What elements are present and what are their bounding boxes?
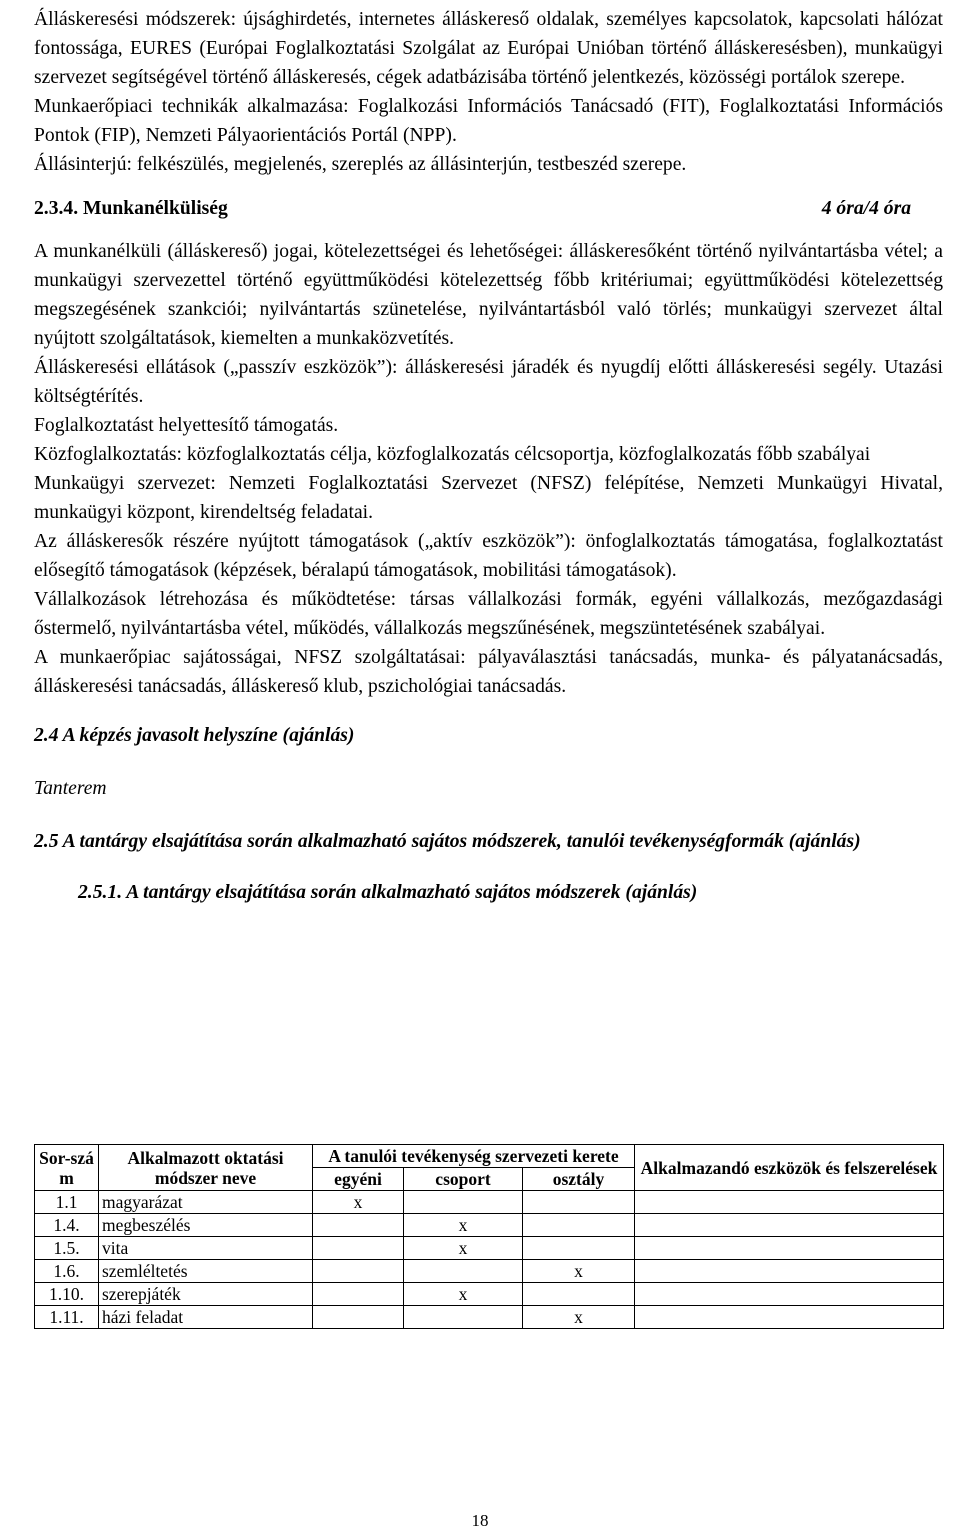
- header-osztaly: osztály: [523, 1168, 635, 1191]
- row-egyeni-mark: [313, 1260, 404, 1283]
- table-row: [35, 1214, 944, 1237]
- table-header-row: [35, 1145, 944, 1168]
- row-osztaly-mark: [523, 1214, 635, 1237]
- table-row: [35, 1191, 944, 1214]
- row-osztaly-mark: [523, 1191, 635, 1214]
- training-venue: Tanterem: [34, 778, 107, 799]
- row-method-name: házi feladat: [99, 1306, 313, 1329]
- row-number: 1.10.: [35, 1283, 99, 1306]
- row-tools: [635, 1237, 944, 1260]
- row-csoport-mark: [404, 1306, 523, 1329]
- table-row: [35, 1283, 944, 1306]
- section-heading-25: 2.5 A tantárgy elsajátítása során alkalmazható sajátos módszerek, tanulói tevékenységformák (ajánlás): [34, 831, 861, 852]
- section-title: 2.3.4. Munkanélküliség: [34, 198, 228, 219]
- row-method-name: magyarázat: [99, 1191, 313, 1214]
- section-heading-234: [34, 194, 943, 223]
- row-csoport-mark: x: [404, 1214, 523, 1237]
- row-tools: [635, 1191, 944, 1214]
- paragraph-nfsz-services: A munkaerőpiac sajátosságai, NFSZ szolgáltatásai: pályaválasztási tanácsadás, munka- és pályatanácsadás, álláskeresési tanácsadás, álláskereső klub, pszichológiai tanácsadás.: [34, 647, 943, 697]
- header-group-frame: A tanulói tevékenység szervezeti kerete: [313, 1145, 635, 1168]
- row-number: 1.1: [35, 1191, 99, 1214]
- paragraph-job-interview: Állásinterjú: felkészülés, megjelenés, szereplés az állásinterjún, testbeszéd szerepe.: [34, 154, 687, 175]
- row-number: 1.4.: [35, 1214, 99, 1237]
- row-tools: [635, 1306, 944, 1329]
- paragraph-public-employment: Közfoglalkoztatás: közfoglalkoztatás célja, közfoglalkozatás célcsoportja, közfoglalkozatás főbb szabályai: [34, 444, 871, 465]
- row-osztaly-mark: x: [523, 1306, 635, 1329]
- row-osztaly-mark: [523, 1237, 635, 1260]
- header-sorszam: Sor-szám: [35, 1145, 99, 1191]
- table-row: [35, 1237, 944, 1260]
- table-row: [35, 1306, 944, 1329]
- header-tools: Alkalmazandó eszközök és felszerelések: [635, 1145, 944, 1191]
- row-osztaly-mark: [523, 1283, 635, 1306]
- row-csoport-mark: [404, 1260, 523, 1283]
- row-csoport-mark: x: [404, 1283, 523, 1306]
- paragraph-replacement-support: Foglalkoztatást helyettesítő támogatás.: [34, 415, 339, 436]
- paragraph-labour-market-techniques: Munkaerőpiaci technikák alkalmazása: Foglalkozási Információs Tanácsadó (FIT), Foglalkoztatási Információs Pontok (FIP), Nemzeti Pályaorientációs Portál (NPP).: [34, 96, 943, 146]
- paragraph-unemployed-rights: A munkanélküli (álláskereső) jogai, kötelezettségei és lehetőségei: álláskeresőként történő nyilvántartásba vétel; a munkaügyi szervezettel történő együttműködési kötelezettség főbb kritériumai; együttműködési kötelezettség megszegésének szankciói; nyilvántartás szünetelése, nyilvántartásból való törlés; munkaügyi szervezet által nyújtott szolgáltatások, kiemelten a munkaközvetítés.: [34, 241, 943, 349]
- row-number: 1.6.: [35, 1260, 99, 1283]
- paragraph-passive-tools: Álláskeresési ellátások („passzív eszközök”): álláskeresési járadék és nyugdíj előtti álláskeresési segély. Utazási költségtérítés.: [34, 357, 943, 407]
- header-egyeni: egyéni: [313, 1168, 404, 1191]
- row-egyeni-mark: [313, 1306, 404, 1329]
- row-osztaly-mark: x: [523, 1260, 635, 1283]
- paragraph-active-tools: Az álláskeresők részére nyújtott támogatások („aktív eszközök”): önfoglalkoztatás támogatása, foglalkoztatást elősegítő támogatások (képzések, béralapú támogatások, mobilitási támogatások).: [34, 531, 943, 581]
- row-number: 1.5.: [35, 1237, 99, 1260]
- row-tools: [635, 1260, 944, 1283]
- row-method-name: szerepjáték: [99, 1283, 313, 1306]
- row-egyeni-mark: x: [313, 1191, 404, 1214]
- row-number: 1.11.: [35, 1306, 99, 1329]
- header-method-name: Alkalmazott oktatási módszer neve: [99, 1145, 313, 1191]
- section-hours: 4 óra/4 óra: [821, 198, 911, 219]
- row-tools: [635, 1283, 944, 1306]
- header-csoport: csoport: [404, 1168, 523, 1191]
- row-egyeni-mark: [313, 1214, 404, 1237]
- row-csoport-mark: x: [404, 1237, 523, 1260]
- row-tools: [635, 1214, 944, 1237]
- page-number: 18: [471, 1511, 489, 1530]
- document-page: [34, 5, 943, 907]
- row-method-name: szemléltetés: [99, 1260, 313, 1283]
- row-egyeni-mark: [313, 1283, 404, 1306]
- paragraph-job-search-methods: Álláskeresési módszerek: újsághirdetés, internetes álláskereső oldalak, személyes kapcsolatok, kapcsolati hálózat fontossága, EURES (Európai Foglalkoztatási Szolgálat az Európai Unióban történő álláskeresésben), munkaügyi szervezet segítségével történő álláskeresés, cégek adatbázisába történő jelentkezés, közösségi portálok szerepe.: [34, 9, 943, 88]
- row-csoport-mark: [404, 1191, 523, 1214]
- paragraph-labour-organisation: Munkaügyi szervezet: Nemzeti Foglalkoztatási Szervezet (NFSZ) felépítése, Nemzeti Munkaügyi Hivatal, munkaügyi központ, kirendeltség feladatai.: [34, 473, 943, 523]
- section-heading-24: 2.4 A képzés javasolt helyszíne (ajánlás): [34, 725, 355, 746]
- row-method-name: megbeszélés: [99, 1214, 313, 1237]
- row-egyeni-mark: [313, 1237, 404, 1260]
- row-method-name: vita: [99, 1237, 313, 1260]
- methods-table: [34, 1144, 944, 1329]
- section-heading-251: 2.5.1. A tantárgy elsajátítása során alkalmazható sajátos módszerek (ajánlás): [78, 882, 698, 903]
- table-row: [35, 1260, 944, 1283]
- paragraph-enterprises: Vállalkozások létrehozása és működtetése: társas vállalkozási formák, egyéni vállalkozás, mezőgazdasági őstermelő, nyilvántartásba vétel, működés, vállalkozás megszűnésének, megszüntetésének szabályai.: [34, 589, 943, 639]
